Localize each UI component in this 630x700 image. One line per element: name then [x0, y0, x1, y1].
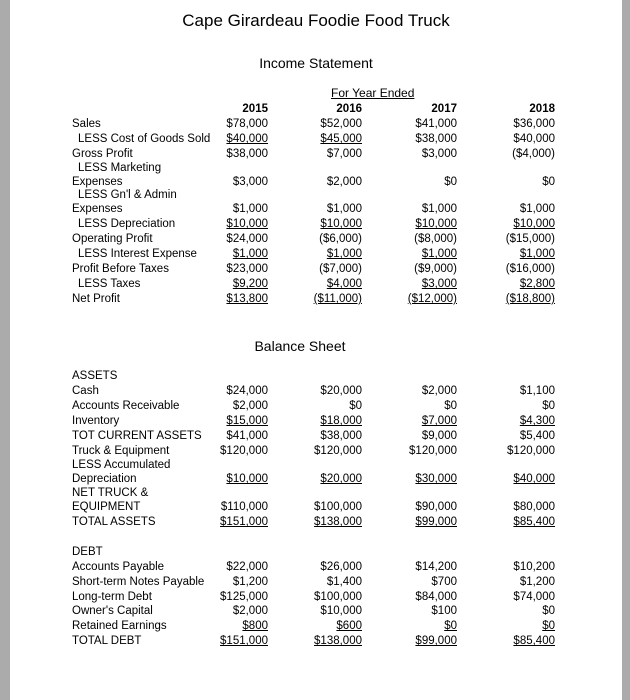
cell: $2,000: [232, 605, 268, 617]
row-label: Depreciation: [72, 473, 137, 485]
year-header: 2016: [336, 103, 362, 115]
cell: $3,000: [232, 176, 268, 188]
row-label: LESS Interest Expense: [78, 248, 197, 260]
cell: $138,000: [314, 635, 362, 647]
cell: $30,000: [415, 473, 457, 485]
cell: $1,000: [519, 248, 555, 260]
cell: $2,000: [326, 176, 362, 188]
row-label: EQUIPMENT: [72, 501, 141, 513]
cell: $151,000: [220, 635, 268, 647]
cell: $0: [542, 400, 555, 412]
cell: $22,000: [226, 561, 268, 573]
balance-sheet-title: Balance Sheet: [254, 338, 346, 354]
row-label: Net Profit: [72, 293, 120, 305]
row-label: Truck & Equipment: [72, 445, 170, 457]
cell: $14,200: [415, 561, 457, 573]
cell: ($12,000): [407, 293, 457, 305]
cell: $40,000: [513, 133, 555, 145]
row-label: TOT CURRENT ASSETS: [72, 430, 202, 442]
cell: $24,000: [226, 233, 268, 245]
cell: $10,000: [320, 605, 362, 617]
cell: $2,000: [232, 400, 268, 412]
period-label: For Year Ended: [331, 86, 415, 100]
row-label: LESS Accumulated: [72, 459, 171, 471]
cell: $40,000: [226, 133, 268, 145]
document-page: [10, 0, 622, 700]
cell: $74,000: [513, 591, 555, 603]
row-label: Expenses: [72, 203, 123, 215]
cell: $10,000: [226, 218, 268, 230]
cell: $600: [336, 620, 362, 632]
cell: $151,000: [220, 516, 268, 528]
cell: $0: [444, 176, 457, 188]
cell: $20,000: [320, 473, 362, 485]
row-label: LESS Cost of Goods Sold: [78, 133, 211, 145]
cell: $125,000: [220, 591, 268, 603]
cell: $9,000: [421, 430, 457, 442]
cell: $38,000: [320, 430, 362, 442]
cell: $1,000: [421, 203, 457, 215]
cell: $38,000: [226, 148, 268, 160]
cell: $41,000: [415, 118, 457, 130]
cell: $1,400: [326, 576, 362, 588]
cell: $0: [542, 605, 555, 617]
cell: $1,000: [519, 203, 555, 215]
row-label: Gross Profit: [72, 148, 133, 160]
cell: $1,100: [519, 385, 555, 397]
cell: $80,000: [513, 501, 555, 513]
cell: $1,000: [421, 248, 457, 260]
cell: $0: [349, 400, 362, 412]
cell: $0: [542, 620, 555, 632]
cell: $99,000: [415, 635, 457, 647]
cell: $2,800: [519, 278, 555, 290]
cell: $0: [444, 620, 457, 632]
cell: $0: [444, 400, 457, 412]
year-header: 2015: [242, 103, 268, 115]
document-title: Cape Girardeau Foodie Food Truck: [182, 11, 450, 30]
cell: ($4,000): [512, 148, 555, 160]
row-label: Sales: [72, 118, 101, 130]
cell: $1,000: [232, 203, 268, 215]
cell: $1,000: [232, 248, 268, 260]
cell: $700: [431, 576, 457, 588]
cell: $100: [431, 605, 457, 617]
cell: $20,000: [320, 385, 362, 397]
cell: $7,000: [421, 415, 457, 427]
row-label: Accounts Receivable: [72, 400, 180, 412]
cell: $100,000: [314, 501, 362, 513]
cell: $10,200: [513, 561, 555, 573]
cell: $800: [242, 620, 268, 632]
cell: $4,000: [326, 278, 362, 290]
cell: ($8,000): [414, 233, 457, 245]
row-label: LESS Taxes: [78, 278, 141, 290]
row-label: Operating Profit: [72, 233, 153, 245]
cell: $84,000: [415, 591, 457, 603]
cell: $2,000: [421, 385, 457, 397]
cell: $18,000: [320, 415, 362, 427]
cell: ($7,000): [319, 263, 362, 275]
cell: $52,000: [320, 118, 362, 130]
cell: $10,000: [226, 473, 268, 485]
cell: $24,000: [226, 385, 268, 397]
income-statement-title: Income Statement: [259, 55, 373, 71]
row-label: LESS Depreciation: [78, 218, 176, 230]
cell: $1,200: [232, 576, 268, 588]
cell: ($11,000): [313, 293, 362, 305]
cell: $120,000: [314, 445, 362, 457]
cell: $0: [542, 176, 555, 188]
cell: $78,000: [226, 118, 268, 130]
cell: $10,000: [320, 218, 362, 230]
cell: $90,000: [415, 501, 457, 513]
cell: $45,000: [320, 133, 362, 145]
row-label: TOTAL DEBT: [72, 635, 142, 647]
cell: $36,000: [513, 118, 555, 130]
row-label: Short-term Notes Payable: [72, 576, 205, 588]
row-label: Accounts Payable: [72, 561, 165, 573]
cell: $120,000: [507, 445, 555, 457]
cell: ($18,800): [505, 293, 555, 305]
cell: $85,400: [513, 516, 555, 528]
cell: $3,000: [421, 278, 457, 290]
cell: ($15,000): [505, 233, 555, 245]
cell: $1,000: [326, 203, 362, 215]
cell: $13,800: [226, 293, 268, 305]
cell: $40,000: [513, 473, 555, 485]
row-label: NET TRUCK &: [72, 487, 149, 499]
cell: $3,000: [421, 148, 457, 160]
row-label: Inventory: [72, 415, 120, 427]
row-label: LESS Gn'l & Admin: [78, 189, 177, 201]
cell: $41,000: [226, 430, 268, 442]
cell: $85,400: [513, 635, 555, 647]
year-header: 2018: [529, 103, 555, 115]
cell: $26,000: [320, 561, 362, 573]
cell: $10,000: [415, 218, 457, 230]
cell: $5,400: [519, 430, 555, 442]
cell: $7,000: [326, 148, 362, 160]
cell: $15,000: [226, 415, 268, 427]
cell: $1,000: [326, 248, 362, 260]
cell: $23,000: [226, 263, 268, 275]
row-label: LESS Marketing: [78, 162, 162, 174]
cell: $4,300: [519, 415, 555, 427]
cell: $99,000: [415, 516, 457, 528]
cell: $110,000: [220, 501, 268, 513]
row-label: Retained Earnings: [72, 620, 167, 632]
row-label: TOTAL ASSETS: [72, 516, 156, 528]
row-label: Expenses: [72, 176, 123, 188]
row-label: Profit Before Taxes: [72, 263, 169, 275]
row-label: Long-term Debt: [72, 591, 152, 603]
cell: $1,200: [519, 576, 555, 588]
cell: $138,000: [314, 516, 362, 528]
section-heading: ASSETS: [72, 370, 118, 382]
cell: ($16,000): [505, 263, 555, 275]
cell: $120,000: [220, 445, 268, 457]
year-header: 2017: [431, 103, 457, 115]
row-label: Owner's Capital: [72, 605, 153, 617]
cell: ($9,000): [414, 263, 457, 275]
row-label: Cash: [72, 385, 99, 397]
cell: $120,000: [409, 445, 457, 457]
cell: $9,200: [232, 278, 268, 290]
cell: $100,000: [314, 591, 362, 603]
cell: $38,000: [415, 133, 457, 145]
cell: ($6,000): [319, 233, 362, 245]
cell: $10,000: [513, 218, 555, 230]
section-heading: DEBT: [72, 546, 103, 558]
